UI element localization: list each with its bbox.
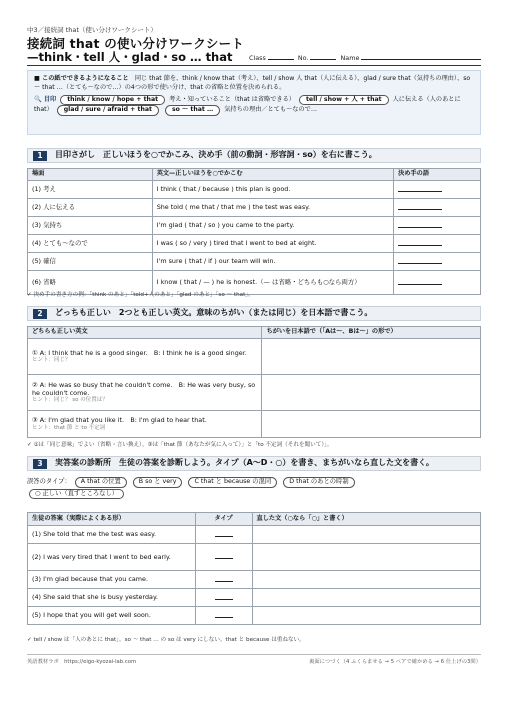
intro-heading: ■ この紙でできるようになること [34, 75, 129, 82]
s1-answer-cell[interactable] [394, 199, 481, 217]
s1-sentence[interactable]: I'm glad ( that / so ) you came to the party. [152, 217, 393, 235]
s1-sentence[interactable]: I'm sure ( that / if ) our team will win. [152, 253, 393, 271]
table-row [28, 199, 481, 217]
key-pill-glad: glad / sure / afraid + that [57, 105, 159, 115]
section1-number: 1 [33, 151, 47, 161]
s3-student-answer: (3) I'm glad because that you came. [28, 571, 196, 589]
section2-title: どっちも正しい 2つとも正しい英文。意味のちがい（または同じ）を日本語で書こう。 [55, 308, 373, 318]
class-label: Class [249, 54, 266, 62]
table-row [28, 589, 481, 607]
key-desc-think: 考え・知っていること（that は省略できる） [169, 95, 295, 103]
table-row [28, 181, 481, 199]
s2-answer-cell[interactable] [262, 339, 481, 375]
key-desc-tell: 人に伝える（人のあとに that） [34, 95, 461, 114]
s1-sentence[interactable]: I think ( that / because ) this plan is good. [152, 181, 393, 199]
section3-title: 実答案の診断所 生徒の答案を診断しよう。タイプ（A〜D・○）を書き、まちがいなら直した文を書く。 [55, 458, 434, 468]
footer [27, 659, 481, 666]
section2-table [27, 326, 481, 438]
footer-divider [27, 654, 481, 655]
table-row [28, 217, 481, 235]
type-label: 誤答のタイプ： [27, 478, 71, 485]
type-pill-d: D that のあとの時制 [283, 477, 354, 488]
s3-student-answer: (4) She said that she is busy yesterday. [28, 589, 196, 607]
error-type-legend [27, 476, 481, 500]
intro-text: 同じ that 節を、think / know that（考え）、tell / show 人 that（人に伝える）、glad / sure that（気持ちの理由）、so 〜 that …（とても〜なので…）の4つの形で使い分け、that の省略と位置を決められる。 [34, 75, 471, 91]
s1-answer-cell[interactable] [394, 181, 481, 199]
s2-answer-cell[interactable] [262, 411, 481, 438]
s1-scene: (2) 人に伝える [28, 199, 153, 217]
s1-answer-cell[interactable] [394, 217, 481, 235]
s2-hint: ヒント：同じ？ [32, 357, 71, 364]
table-row [28, 607, 481, 625]
table-row [28, 235, 481, 253]
s2-answer-cell[interactable] [262, 375, 481, 411]
key-pill-tell: tell / show + 人 + that [299, 95, 389, 105]
section1-note: ✓ 決め手の書き方の例：「think のあと」「told+人のあと」「glad のあと」「so 〜 that」。 [27, 292, 254, 298]
s3-correction-cell[interactable] [252, 544, 480, 571]
s1-header-sentence: 英文—正しいほうを○でかこむ [152, 169, 393, 181]
section3-table [27, 512, 481, 625]
s2-sentence-pair: ① A: I think that he is a good singer. B: I think he is a good singer. ヒント：同じ？ [28, 339, 262, 375]
s3-header-correction: 直した文（○なら「○」と書く） [252, 513, 480, 526]
student-fields [249, 53, 483, 62]
s1-header-key: 決め手の語 [394, 169, 481, 181]
table-row [28, 411, 481, 438]
section3-note: ✓ tell / show は「人のあとに that」。so 〜 that … の so は very にしない。that と because は重ねない。 [27, 637, 305, 643]
s3-type-cell[interactable] [195, 589, 252, 607]
type-pill-correct: ○ 正しい（直すところなし） [29, 489, 124, 500]
section2-note: ✓ ①は「同じ意味」でよい（省略・言い換え）。③は「that 節（あなたが気に入って）」と「to 不定詞（それを聞いて）」。 [27, 442, 333, 448]
s1-answer-cell[interactable] [394, 235, 481, 253]
intro-box [27, 70, 481, 135]
name-field[interactable] [361, 53, 481, 60]
key-label: 🔍 目印 [34, 95, 57, 103]
s3-type-cell[interactable] [195, 526, 252, 544]
table-row [28, 339, 481, 375]
s1-header-scene: 場面 [28, 169, 153, 181]
s3-correction-cell[interactable] [252, 526, 480, 544]
s1-scene: (3) 気持ち [28, 217, 153, 235]
s1-scene: (4) とても〜なので [28, 235, 153, 253]
s3-student-answer: (1) She told that me the test was easy. [28, 526, 196, 544]
s3-correction-cell[interactable] [252, 589, 480, 607]
key-desc-so: 気持ちの理由／とても〜なので… [224, 106, 318, 114]
s1-sentence[interactable]: I was ( so / very ) tired that I went to bed at eight. [152, 235, 393, 253]
breadcrumb: 中3／接続詞 that（使い分けワークシート） [27, 26, 157, 34]
name-label: Name [340, 54, 360, 62]
s1-scene: (5) 確信 [28, 253, 153, 271]
s3-student-answer: (5) I hope that you will get well soon. [28, 607, 196, 625]
type-pill-c: C that と because の混同 [188, 477, 277, 488]
s3-correction-cell[interactable] [252, 571, 480, 589]
s3-correction-cell[interactable] [252, 607, 480, 625]
title-divider [27, 65, 481, 66]
s3-student-answer: (2) I was very tired that I went to bed early. [28, 544, 196, 571]
table-row [28, 571, 481, 589]
section2-header [27, 306, 481, 321]
page-subtitle: —think・tell 人・glad・so … that [27, 50, 233, 64]
key-pill-think: think / know / hope + that [60, 95, 165, 105]
key-pill-so: so 〜 that … [165, 105, 220, 115]
s3-type-cell[interactable] [195, 544, 252, 571]
s2-sentence-pair: ③ A: I'm glad that you like it. B: I'm glad to hear that. ヒント：that 節 と to 不定詞 [28, 411, 262, 438]
section1-header [27, 148, 481, 163]
class-field[interactable] [268, 53, 294, 60]
s1-answer-cell[interactable] [394, 271, 481, 295]
section3-header [27, 456, 481, 471]
table-row [28, 375, 481, 411]
table-row [28, 544, 481, 571]
s3-header-answer: 生徒の答案（実際によくある形） [28, 513, 196, 526]
table-row [28, 271, 481, 295]
s2-hint: ヒント：同じ？ so の位置は？ [32, 397, 108, 404]
s1-scene: (6) 省略 [28, 271, 153, 295]
s3-type-cell[interactable] [195, 607, 252, 625]
s1-scene: (1) 考え [28, 181, 153, 199]
table-row [28, 253, 481, 271]
number-field[interactable] [310, 53, 336, 60]
section3-number: 3 [33, 459, 47, 469]
s1-sentence[interactable]: She told ( me that / that me ) the test was easy. [152, 199, 393, 217]
s3-header-type: タイプ [195, 513, 252, 526]
no-label: No. [297, 54, 309, 62]
type-pill-b: B so と very [133, 477, 183, 488]
s2-header-difference: ちがいを日本語で（「Aは〜、Bは〜」の形で） [262, 327, 481, 339]
s3-type-cell[interactable] [195, 571, 252, 589]
type-pill-a: A that の位置 [75, 477, 127, 488]
s1-sentence[interactable]: I know ( that / — ) he is honest.（— は省略・どちらも○なら両方） [152, 271, 393, 295]
s2-sentence-pair: ② A: He was so busy that he couldn't come. B: He was very busy, so he couldn't come. ヒント：同じ？ so の位置は？ [28, 375, 262, 411]
section1-table [27, 168, 481, 295]
s2-header-sentences: どちらも正しい英文 [28, 327, 262, 339]
footer-site: 英語教材ラボ https://eigo-kyozai-lab.com [27, 659, 137, 665]
section1-title: 目印さがし 正しいほうを○でかこみ、決め手（前の動詞・形容詞・so）を右に書こう。 [55, 150, 377, 160]
s1-answer-cell[interactable] [394, 253, 481, 271]
footer-next: 裏面につづく（4 ふくらませる → 5 ペアで確かめる → 6 仕上げの3問） [309, 659, 481, 665]
s2-hint: ヒント：that 節 と to 不定詞 [32, 424, 106, 431]
page-title: 接続詞 that の使い分けワークシート [27, 36, 244, 51]
table-row [28, 526, 481, 544]
section2-number: 2 [33, 309, 47, 319]
